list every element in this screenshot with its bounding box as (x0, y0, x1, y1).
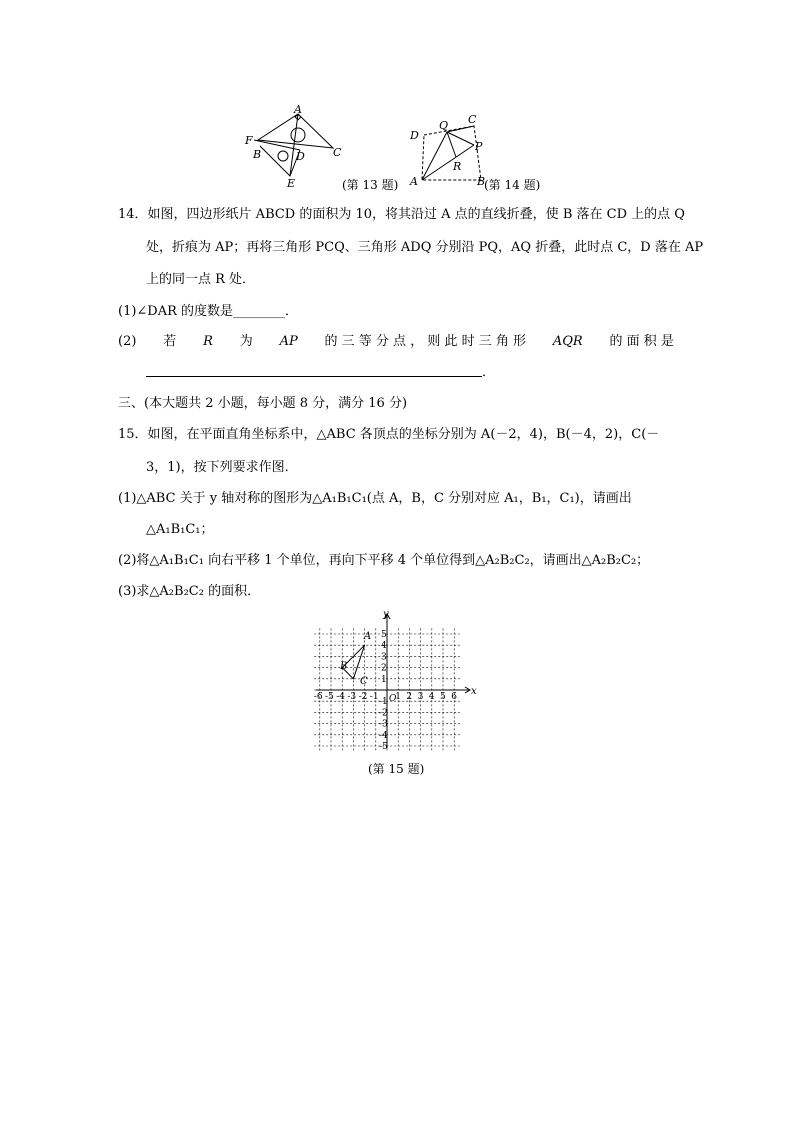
q14-line-1: 14．如图，四边形纸片 ABCD 的面积为 10，将其沿过 A 点的直线折叠，使 B 落在 CD 上的点 Q (118, 207, 685, 222)
x-tick-label: -6 (313, 692, 323, 702)
q14-line-3: 上的同一点 R 处． (146, 272, 256, 287)
line-aq (422, 132, 447, 180)
label-b: B (477, 175, 486, 188)
q15-line-2: 3，1)，按下列要求作图． (146, 460, 298, 475)
y-tick-label: -1 (379, 697, 388, 708)
label-c: C (468, 113, 477, 126)
label-b: B (253, 148, 262, 161)
coordinate-grid (310, 608, 480, 753)
segment-be (260, 146, 300, 176)
figure-13 (240, 104, 350, 194)
label-r: R (453, 160, 462, 173)
circle-small (278, 151, 288, 161)
x-tick-label: 5 (440, 692, 446, 702)
q14-sub-2-word: 为 (239, 334, 253, 349)
q14-sub-2-end: ． (482, 365, 496, 380)
label-c: C (333, 146, 342, 159)
label-b: B (340, 661, 348, 672)
q14-sub-2-word: R (203, 334, 213, 349)
origin-label: O (389, 694, 397, 704)
answer-blank (146, 364, 482, 377)
figure-13-caption: (第 13 题) (342, 178, 399, 192)
q14-sub-2-answer-line (146, 364, 495, 382)
q14-sub-2-word: (2) (118, 334, 137, 349)
y-tick-label: 4 (381, 641, 387, 652)
label-a: A (410, 175, 418, 188)
y-tick-label: -2 (379, 708, 388, 719)
q15-line-1: 15．如图，在平面直角坐标系中，△ABC 各顶点的坐标分别为 A(－2，4)，B(－4，2)，C(－ (118, 427, 660, 442)
x-tick-label: 2 (406, 692, 413, 702)
label-a: A (364, 631, 372, 642)
x-tick-label: 6 (451, 692, 457, 702)
y-tick-label: -5 (379, 742, 388, 752)
line-ap (422, 145, 474, 180)
q15-sub-2: (2)将△A₁B₁C₁ 向右平移 1 个单位，再向下平移 4 个单位得到△A₂B₂C₂，请画出△A₂B₂C₂； (118, 553, 650, 568)
label-f: F (245, 134, 253, 147)
y-tick-label: 1 (381, 674, 387, 685)
y-tick-label: 3 (381, 652, 387, 663)
x-tick-label: 3 (417, 692, 424, 702)
label-p: P (475, 140, 483, 153)
q14-sub-1: (1)∠DAR 的度数是________． (118, 304, 299, 319)
x-tick-label: -5 (325, 692, 334, 702)
circle-large (291, 128, 305, 142)
label-c: C (360, 676, 368, 687)
x-tick-label: -2 (358, 692, 368, 702)
label-d: D (410, 129, 419, 142)
figure-14-caption: (第 14 题) (484, 178, 541, 192)
label-d: D (296, 150, 305, 163)
figure-15-caption: (第 15 题) (368, 762, 425, 776)
q14-line-2: 处，折痕为 AP；再将三角形 PCQ、三角形 ADQ 分别沿 PQ，AQ 折叠，此时点 C，D 落在 AP (146, 240, 704, 255)
q15-sub-1-b: △A₁B₁C₁； (146, 522, 214, 537)
y-tick-label: 5 (381, 630, 387, 640)
label-e: E (287, 177, 296, 190)
q14-sub-2-word: 的 面 积 是 (609, 334, 674, 349)
x-tick-label: -1 (369, 692, 379, 702)
x-tick-label: -3 (347, 692, 357, 702)
section-3-title: 三、(本大题共 2 小题，每小题 8 分，满分 16 分) (118, 396, 408, 411)
x-tick-label: -4 (336, 692, 345, 702)
figure-13-diagram (240, 104, 350, 190)
y-tick-label: -4 (379, 730, 388, 741)
y-tick-label: 2 (381, 663, 387, 674)
figure-15 (310, 608, 480, 757)
q15-sub-3: (3)求△A₂B₂C₂ 的面积． (118, 584, 261, 599)
line-qc (447, 126, 474, 132)
q14-sub-2-word: AP (279, 334, 298, 349)
y-tick-label: -3 (379, 719, 388, 730)
x-tick-label: 4 (428, 692, 435, 702)
label-a: A (294, 104, 302, 116)
q14-sub-2-word: AQR (552, 334, 583, 349)
q14-sub-2-word: 的 三 等 分 点 ， 则 此 时 三 角 形 (324, 334, 526, 349)
q14-sub-2-word: 若 (163, 334, 177, 349)
label-q: Q (439, 119, 449, 132)
x-axis-label: x (471, 686, 477, 697)
q14-sub-2 (118, 333, 674, 351)
y-axis-label: y (383, 609, 389, 620)
q15-sub-1-a: (1)△ABC 关于 y 轴对称的图形为△A₁B₁C₁(点 A，B，C 分别对应 A₁，B₁，C₁)，请画出 (118, 491, 632, 506)
x-tick-label: 1 (395, 692, 401, 702)
